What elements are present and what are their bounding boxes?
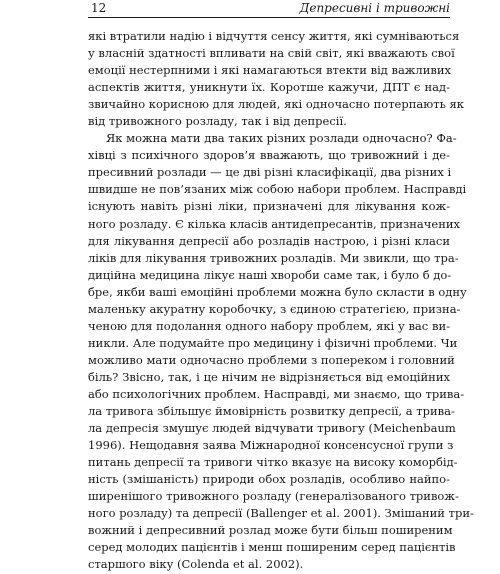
text-line: серед молодих пацієнтів і менш поширеним серед пацієнтів (88, 540, 456, 555)
text-line: від тривожного розладу, так і від депресії. (88, 114, 347, 129)
text-line: біль? Звісно, так, і це нічим не відрізняється від емоційних (88, 369, 450, 384)
text-line: ла тривога збільшує ймовірність розвитку депресії, а трива- (88, 404, 455, 419)
text-line: швидше не пов’язаних між собою набори проблем. Насправді (88, 182, 467, 197)
text-line: бре, якби ваші емоційні проблеми можна було скласти в одну (88, 284, 467, 299)
text-line: хівці з психічного здоров’я вважають, що тривожний і де- (88, 148, 450, 163)
text-line: никли. Але подумайте про медицину і фізичні проблеми. Чи (88, 335, 458, 350)
text-line: пресивний розлади — це дві різні класифікації, два різних і (88, 165, 452, 180)
header-rule (88, 17, 450, 18)
text-line: можливо мати одночасно проблеми з попереком і головний (88, 352, 455, 367)
text-line: ширенішого тривожного розладу (генералізованого тривож- (88, 489, 459, 504)
running-title: Депресивні і тривожні (299, 1, 450, 15)
page-header (88, 0, 450, 18)
text-line: Як можна мати два таких різних розлади одночасно? Фа- (106, 131, 457, 146)
text-line: ність (змішаність) природи обох розладів, особливо найпо- (88, 472, 450, 487)
text-line: диційна медицина лікує наші хвороби саме так, і було б до- (88, 267, 452, 282)
text-line: маленьку акуратну коробочку, з єдиною стратегією, призна- (88, 301, 461, 316)
text-line: аспектів життя, уникнути їх. Коротше кажучи, ДПТ є над- (88, 80, 450, 95)
text-line: існують навіть різні ліки, призначені для лікування кож- (88, 199, 450, 214)
text-line: старшого віку (Colenda et al. 2002). (88, 557, 304, 572)
text-line: у власній здатності впливати на свій світ, які вважають свої (88, 46, 455, 61)
text-line: вожний і депресивний розлад може бути більш поширеним (88, 523, 453, 538)
text-line: які втратили надію і відчуття сенсу життя, які сумніваються (88, 29, 460, 43)
text-line: ченою для подолання одного набору проблем, які у вас ви- (88, 318, 450, 333)
text-line: ліків для лікування тривожних розладів. Ми звикли, що тра- (88, 250, 459, 265)
text-line: емоції нестерпними і які намагаються втекти від важливих (88, 63, 451, 78)
text-line: ного розладу) та депресії (Ballenger et al. 2001). Змішаний три- (88, 506, 474, 521)
text-line: ла депресія змушує людей відчувати тривогу (Meichenbaum (88, 421, 456, 436)
text-line: 1996). Нещодавня заява Міжнародної консенсусної групи з (88, 438, 454, 453)
page-number: 12 (91, 1, 107, 15)
text-line: для лікування депресії або розладів настрою, і різні класи (88, 233, 450, 248)
text-line: питань депресії та тривоги чітко вказує на високу коморбід- (88, 455, 458, 470)
body-text (88, 28, 474, 574)
text-line: звичайно корисною для людей, які одночасно потерпають як (88, 97, 464, 112)
text-line: або психологічних проблем. Насправді, ми знаємо, що трива- (88, 386, 465, 401)
text-line: ного розладу. Є кілька класів антидепресантів, призначених (88, 216, 461, 231)
